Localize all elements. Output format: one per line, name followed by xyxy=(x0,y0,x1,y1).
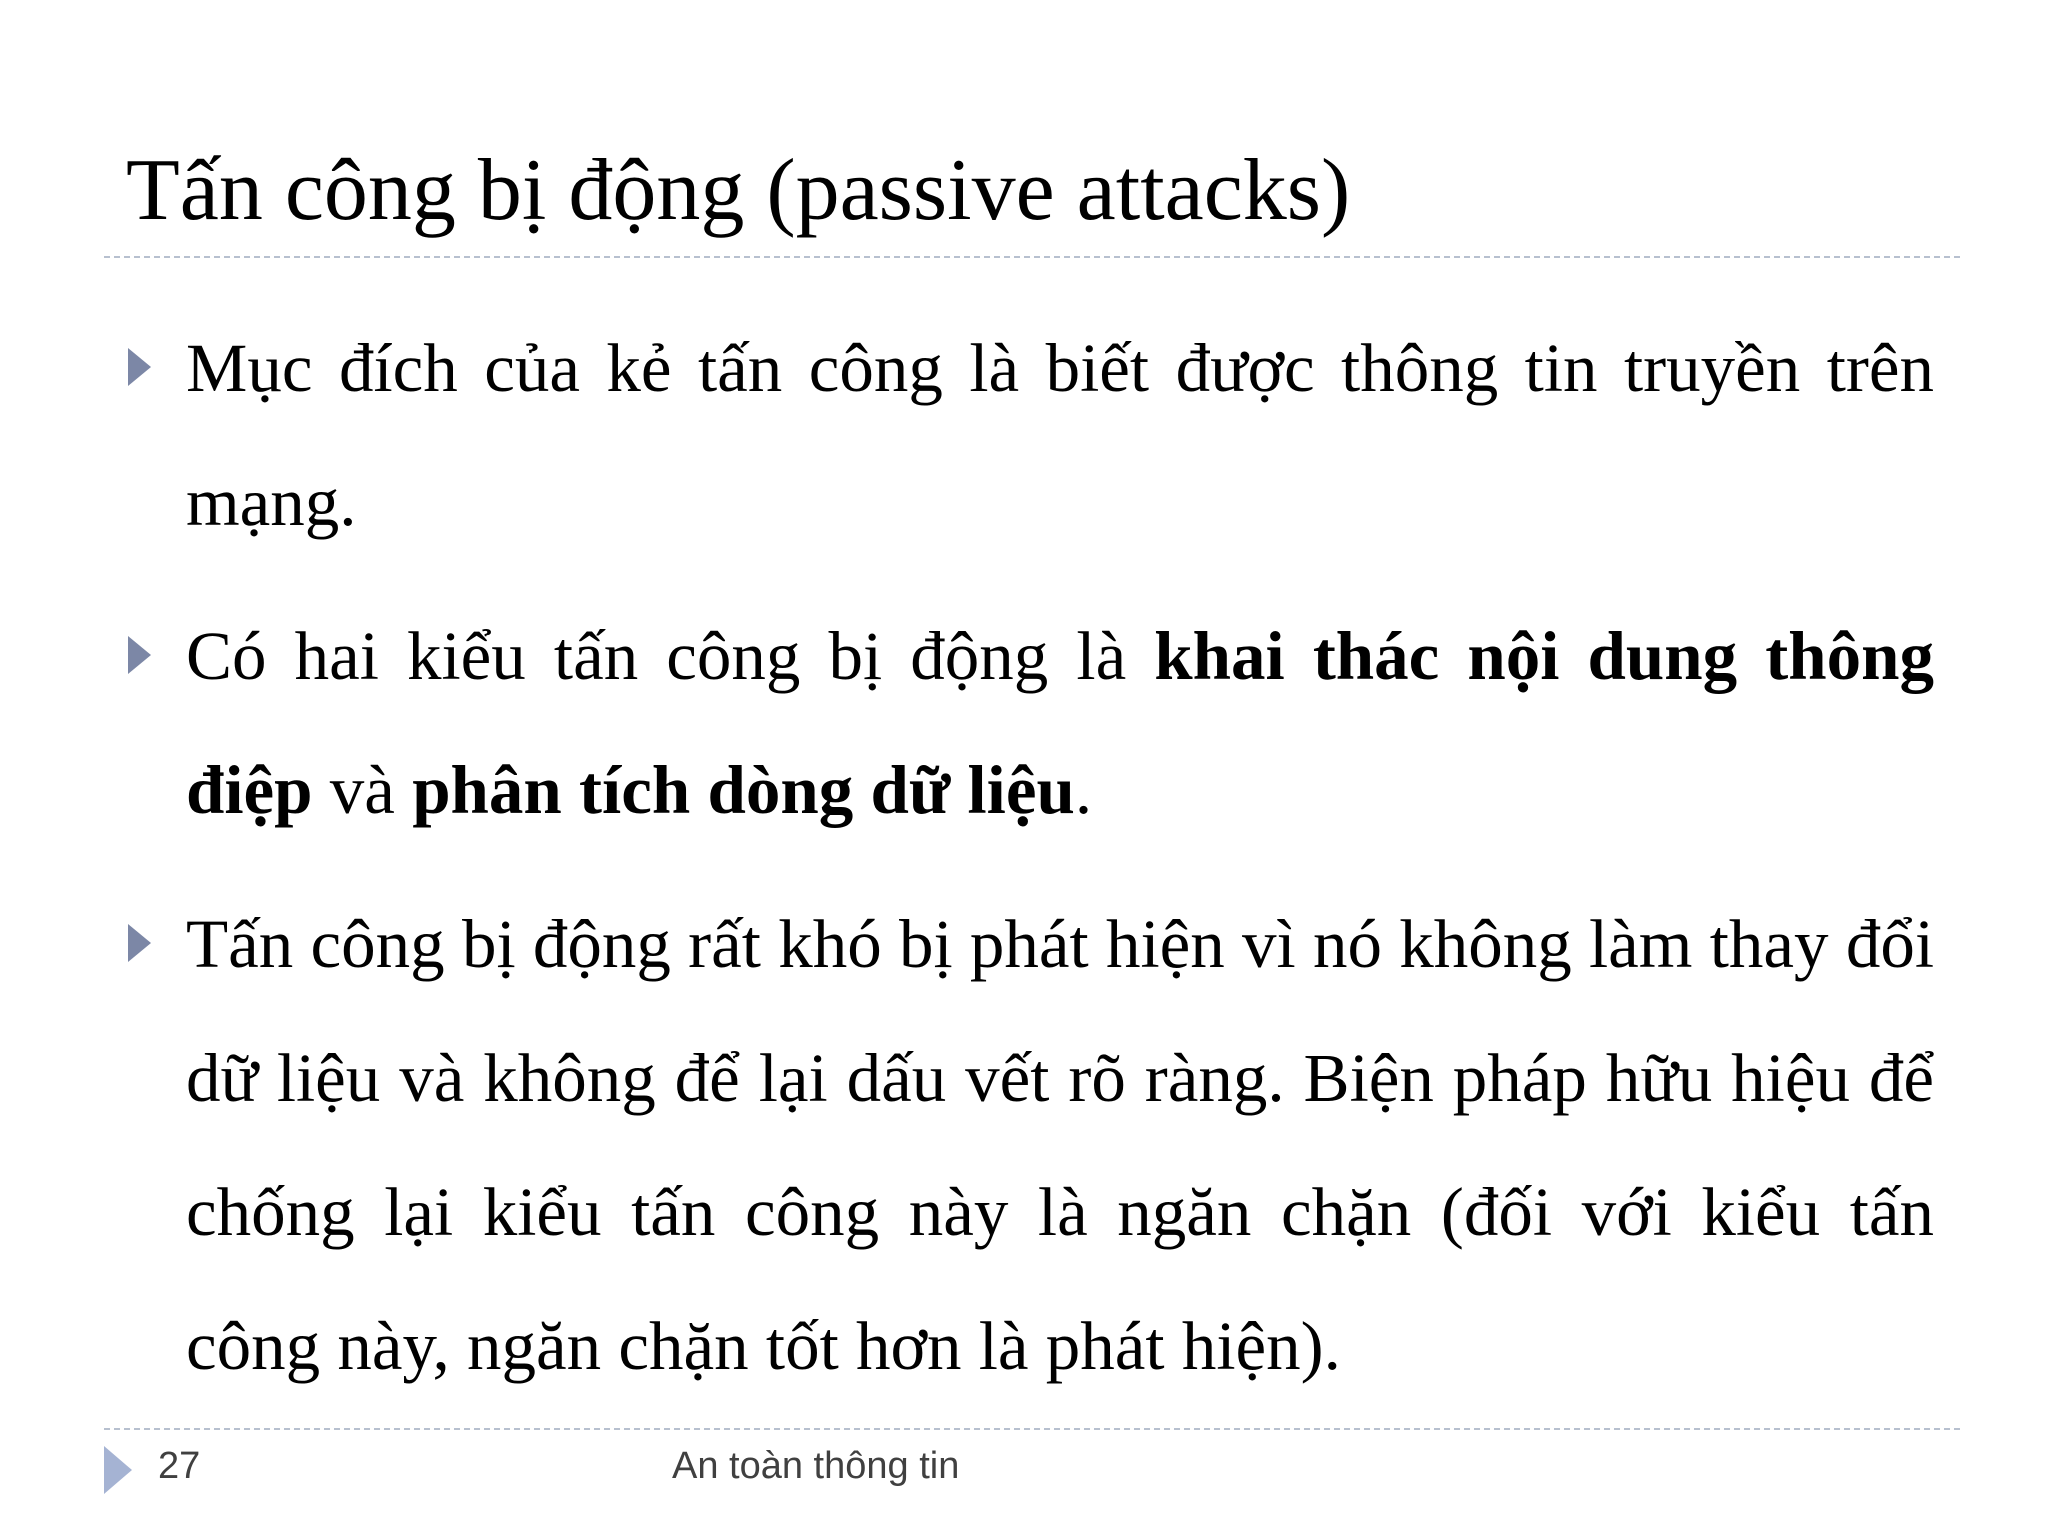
bold-text-run: phân tích dòng dữ liệu xyxy=(412,752,1075,828)
text-run: Mục đích của kẻ tấn công là biết được thông tin truyền trên mạng. xyxy=(186,330,1934,540)
bold-text-run: khai thác nội dung thông điệp xyxy=(186,618,1934,828)
bullet-text xyxy=(186,301,1934,569)
text-run: Có hai kiểu tấn công bị động là xyxy=(186,618,1155,694)
bullet-triangle-icon xyxy=(128,924,151,962)
bullet-triangle-icon xyxy=(128,348,151,386)
text-run: và xyxy=(312,752,413,828)
title-divider xyxy=(104,256,1960,258)
footer-triangle-icon xyxy=(104,1446,132,1494)
slide-title: Tấn công bị động (passive attacks) xyxy=(126,142,1351,239)
text-run: Tấn công bị động rất khó bị phát hiện vì nó không làm thay đổi dữ liệu và không để lại dấu vết rõ ràng. Biện pháp hữu hiệu để chống lại kiểu tấn công này là ngăn chặn (đối với kiểu tấn công này, ngăn chặn tốt hơn là phát hiện). xyxy=(186,906,1934,1384)
bullet-triangle-icon xyxy=(128,636,151,674)
footer-divider xyxy=(104,1428,1960,1430)
text-run: . xyxy=(1074,752,1093,828)
bullet-text xyxy=(186,877,1934,1413)
footer-title: An toàn thông tin xyxy=(672,1445,960,1487)
page-number: 27 xyxy=(158,1445,201,1487)
bullet-text xyxy=(186,589,1934,857)
